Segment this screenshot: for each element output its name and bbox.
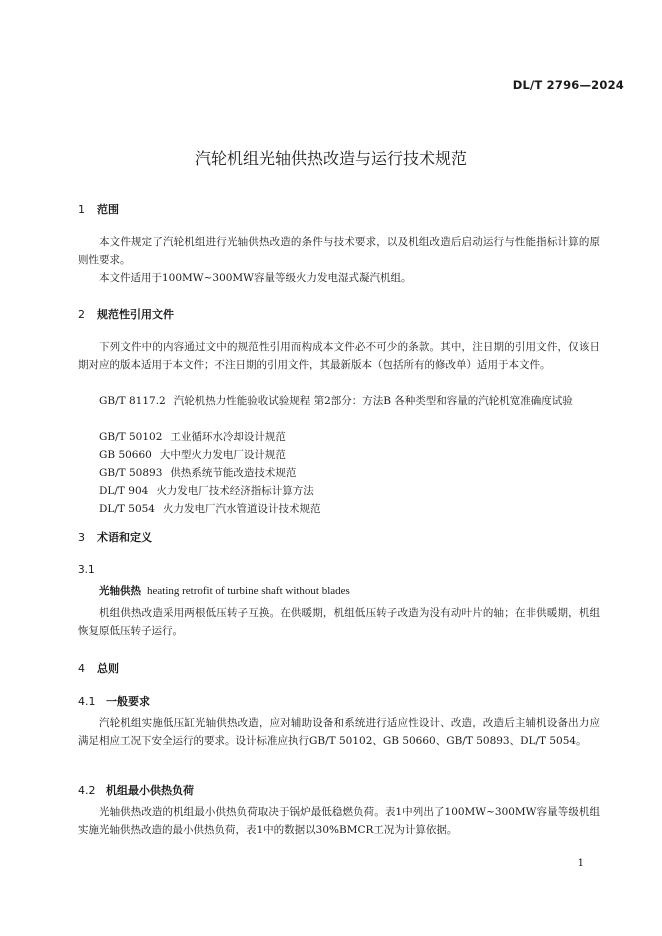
reference-title: 火力发电厂汽水管道设计技术规范 (163, 503, 321, 515)
section-heading-terms (78, 529, 152, 545)
section-number: 2 (78, 308, 85, 321)
reference-item (99, 500, 321, 518)
reference-item (78, 392, 600, 410)
reference-title: 汽轮机热力性能验收试验规程 第2部分：方法B 各种类型和容量的汽轮机宽准确度试验 (173, 395, 573, 407)
section-title: 总则 (97, 662, 119, 675)
reference-title: 工业循环水冷却设计规范 (170, 431, 286, 443)
reference-title: 火力发电厂技术经济指标计算方法 (156, 485, 314, 497)
reference-code: GB/T 50102 (99, 431, 163, 443)
reference-item (99, 446, 286, 464)
subsection-heading-min-heating-load (78, 782, 194, 798)
reference-code: GB/T 8117.2 (99, 395, 166, 407)
term-entry (99, 583, 350, 598)
standard-code: DL/T 2796—2024 (512, 78, 624, 92)
section-heading-normative-references (78, 306, 174, 322)
section-number: 1 (78, 203, 85, 216)
page-number: 1 (577, 858, 584, 869)
reference-item (99, 428, 286, 446)
reference-code: DL/T 904 (99, 485, 149, 497)
general-requirements-paragraph: 汽轮机组实施低压缸光轴供热改造，应对辅助设备和系统进行适应性设计、改造，改造后主辅机设备出力应满足相应工况下安全运行的要求。设计标准应执行GB/T 50102、GB 50660、GB/T 50893、DL/T 5054。 (78, 717, 600, 747)
subsection-number: 4.2 (78, 784, 96, 797)
reference-code: GB/T 50893 (99, 467, 163, 479)
section-title: 范围 (97, 203, 119, 216)
reference-code: DL/T 5054 (99, 503, 155, 515)
reference-title: 供热系统节能改造技术规范 (170, 467, 297, 479)
subsection-number: 4.1 (78, 695, 96, 708)
section-title: 规范性引用文件 (97, 308, 174, 321)
section-heading-scope (78, 201, 119, 217)
term-definition: 机组供热改造采用两根低压转子互换。在供暖期，机组低压转子改造为没有动叶片的轴；在非供暖期，机组恢复原低压转子运行。 (78, 607, 600, 637)
reference-title: 大中型火力发电厂设计规范 (159, 449, 286, 461)
min-heating-load-paragraph: 光轴供热改造的机组最小供热负荷取决于锅炉最低稳燃负荷。表1中列出了100MW~300MW容量等级机组实施光轴供热改造的最小供热负荷，表1中的数据以30%BMCR工况为计算依据。 (78, 806, 600, 836)
section-number: 3 (78, 531, 85, 544)
clause-number: 3.1 (78, 564, 95, 576)
reference-item (99, 464, 296, 482)
term-chinese: 光轴供热 (99, 585, 141, 597)
subsection-title: 一般要求 (106, 695, 150, 708)
reference-item (99, 482, 314, 500)
scope-paragraph-2: 本文件适用于100MW~300MW容量等级火力发电湿式凝汽机组。 (99, 272, 412, 284)
document-title: 汽轮机组光轴供热改造与运行技术规范 (194, 149, 467, 168)
scope-paragraph-1: 本文件规定了汽轮机组进行光轴供热改造的条件与技术要求，以及机组改造后启动运行与性能指标计算的原则性要求。 (78, 236, 600, 266)
section-title: 术语和定义 (97, 531, 152, 544)
subsection-title: 机组最小供热负荷 (106, 784, 194, 797)
subsection-heading-general-requirements (78, 693, 150, 709)
references-intro: 下列文件中的内容通过文中的规范性引用而构成本文件必不可少的条款。其中，注日期的引用文件，仅该日期对应的版本适用于本文件；不注日期的引用文件，其最新版本（包括所有的修改单）适用于本文件。 (78, 341, 600, 371)
section-heading-general (78, 660, 119, 676)
section-number: 4 (78, 662, 85, 675)
reference-code: GB 50660 (99, 449, 152, 461)
term-english: heating retrofit of turbine shaft without blades (147, 585, 350, 597)
